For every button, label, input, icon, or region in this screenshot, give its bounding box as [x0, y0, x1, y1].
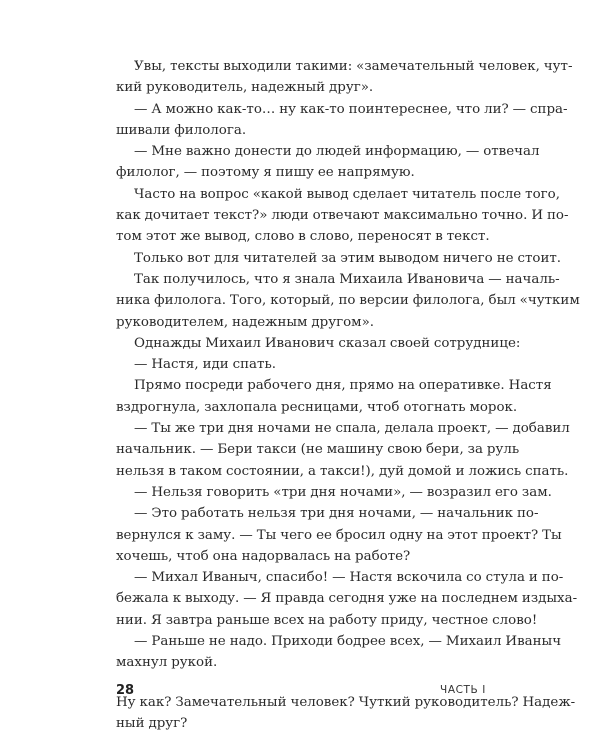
paragraph [116, 269, 580, 333]
paragraph [116, 631, 562, 674]
text-line: как дочитает текст?» люди отвечают максимально точно. И по- [116, 208, 569, 224]
text-line: ный друг? [116, 715, 188, 731]
paragraph [116, 482, 552, 503]
text-line: начальник. — Бери такси (не машину свою бери, за руль [116, 442, 520, 458]
paragraph [116, 567, 578, 631]
text-line: — Настя, иди спать. [134, 357, 276, 373]
body-text [116, 56, 580, 734]
running-footer: ЧАСТЬ I [440, 684, 486, 696]
paragraph [116, 333, 521, 354]
paragraph-list [116, 56, 580, 674]
closing-paragraph [116, 692, 576, 735]
text-line: вернулся к заму. — Ты чего ее бросил одну на этот проект? Ты [116, 527, 562, 543]
text-line: — Ты же три дня ночами не спала, делала проект, — добавил [134, 421, 570, 437]
text-line: — А можно как-то… ну как-то поинтереснее, что ли? — спра- [134, 101, 568, 117]
paragraph [116, 184, 569, 248]
text-line: — Раньше не надо. Приходи бодрее всех, — Михаил Иваныч [134, 634, 562, 650]
text-line: Прямо посреди рабочего дня, прямо на оперативке. Настя [134, 378, 552, 394]
text-line: бежала к выходу. — Я правда сегодня уже на последнем издыха- [116, 591, 578, 607]
paragraph [116, 56, 573, 99]
text-line: вздрогнула, захлопала ресницами, чтоб отогнать морок. [116, 399, 518, 415]
text-line: руководителем, надежным другом». [116, 314, 375, 330]
text-line: Увы, тексты выходили такими: «замечательный человек, чут- [134, 59, 573, 74]
text-line: нии. Я завтра раньше всех на работу приду, честное слово! [116, 612, 538, 628]
text-line: шивали филолога. [116, 122, 247, 138]
text-line: — Мне важно донести до людей информацию, — отвечал [134, 144, 540, 160]
paragraph [116, 375, 552, 418]
paragraph [116, 418, 570, 482]
text-line: филолог, — поэтому я пишу ее напрямую. [116, 165, 415, 181]
text-line: — Нельзя говорить «три дня ночами», — возразил его зам. [134, 484, 552, 500]
text-line: Однажды Михаил Иванович сказал своей сотруднице: [134, 335, 521, 351]
paragraph [116, 354, 486, 375]
text-line: — Михал Иваныч, спасибо! — Настя вскочила со стула и по- [134, 570, 564, 586]
section-gap [116, 674, 486, 692]
text-line: Только вот для читателей за этим выводом ничего не стоит. [134, 250, 562, 266]
text-line: нельзя в таком состоянии, а такси!), дуй домой и ложись спать. [116, 463, 569, 479]
page-number: 28 [116, 683, 135, 698]
text-line: махнул рукой. [116, 655, 218, 671]
paragraph [116, 503, 562, 567]
paragraph [116, 141, 540, 184]
text-line: кий руководитель, надежный друг». [116, 80, 374, 96]
paragraph [116, 248, 562, 269]
paragraph [116, 99, 568, 142]
text-line: том этот же вывод, слово в слово, переносят в текст. [116, 229, 490, 245]
text-line: ника филолога. Того, который, по версии филолога, был «чутким [116, 293, 580, 309]
text-line: хочешь, чтоб она надорвалась на работе? [116, 548, 411, 564]
text-line: — Это работать нельзя три дня ночами, — начальник по- [134, 506, 539, 522]
text-line: Часто на вопрос «какой вывод сделает читатель после того, [134, 186, 560, 202]
text-line: Так получилось, что я знала Михаила Ивановича — началь- [134, 271, 560, 287]
text-line: Ну как? Замечательный человек? Чуткий руководитель? Надеж- [116, 694, 576, 710]
